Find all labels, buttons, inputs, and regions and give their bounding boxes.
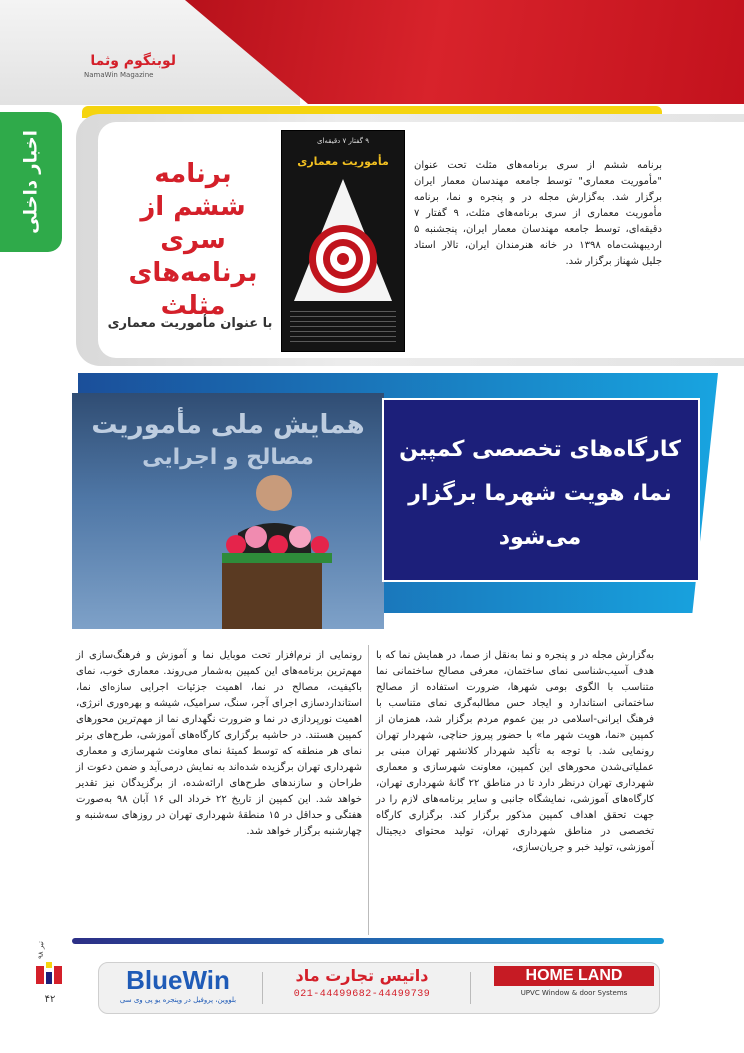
magazine-mini-logo-icon	[36, 962, 62, 988]
feature-headline: کارگاه‌های تخصصی کمپین نما، هویت شهرما برگزار می‌شود	[399, 437, 681, 550]
magazine-logo-text: لوبنگوم وثما	[90, 53, 176, 69]
homeland-logo-text: HOME LAND	[494, 966, 654, 986]
poster-target-graphic	[292, 175, 394, 305]
issue-date-text: تیر ۹۸	[37, 941, 45, 959]
event-poster	[281, 130, 405, 352]
flower-arrangement	[222, 523, 332, 563]
photo-banner-line-2: مصالح و اجرایی	[142, 445, 314, 470]
short-news-headline: برنامه ششم از سری برنامه‌های مثلث	[128, 159, 258, 321]
bluewin-logo-text: BlueWin	[126, 965, 230, 995]
section-tab	[0, 112, 62, 252]
poster-details	[290, 311, 396, 345]
ad-bluewin[interactable]	[104, 964, 252, 1008]
homeland-tagline: UPVC Window & door Systems	[520, 989, 628, 997]
short-news-body: برنامه ششم از سری برنامه‌های مثلث تحت عنوان "مأموریت معماری" توسط جامعه مهندسان معمار ایران برگزار شد. به‌گزارش مجله در و پنجره و نما، برنامه مأموریت معماری از سری برنامه‌های مثلث، ۹ گفتار ۷ دقیقه‌ای، توسط جامعه مهندسان معمار ایران، پنجشنبه ۵ اردیبهشت‌ماه ۱۳۹۸ در خانه هنرمندان ایران، تالار استاد جلیل شهناز برگزار شد.	[414, 160, 662, 267]
datis-phone: 021-44499682-44499739	[293, 989, 431, 1000]
datis-name: داتیس تجارت ماد	[295, 966, 429, 985]
ad-homeland[interactable]	[494, 966, 654, 1010]
column-divider	[368, 645, 369, 935]
article-column-right: به‌گزارش مجله در و پنجره و نما به‌نقل از صما، در همایش نما که با هدف آسیب‌شناسی نمای ساختمان، معرفی مصالح ساختمانی نما متناسب با الگوی بومی شهرها، ضرورت استفاده از مصالح ساختمانی استاندارد و ایجاد حس مطالبه‌گری نمای متناسب با فرهنگ ایرانی-اسلامی در بین عموم مردم برگزار شد، همزمان از کمپین «نما، هویت شهر ما» با حضور پیروز حناچی، شهردار تهران رونمایی شد. با توجه به تأکید شهردار کلانشهر تهران مبنی بر عملیاتی‌شدن محورهای این کمپین، معاونت شهرسازی و معماری شهرداری تهران درنظر دارد تا در مناطق ۲۲ گانهٔ شهرداری تهران، کارگاه‌های آموزشی، نمایشگاه جانبی و سایر برنامه‌های لازم را در جهت تحقق اهداف کمپین مذکور برگزار کند. برگزاری کارگاه تخصصی در مناطق شهرداری تهران، تولید محتوای دیجیتال آموزشی، تولید خبر و جریان‌سازی،	[376, 650, 654, 853]
footer-gradient-rule	[72, 938, 664, 944]
short-news-subheadline: با عنوان مأموریت معماری	[107, 316, 273, 331]
section-tab-label: اخبار داخلی	[20, 130, 42, 234]
photo-banner-line-1: همایش ملی مأموریت	[91, 410, 365, 440]
feature-photo	[72, 393, 384, 629]
poster-header: ۹ گفتار ۷ دقیقه‌ای	[316, 137, 369, 145]
article-column-left: رونمایی از نرم‌افزار تحت موبایل نما و آموزش و فرهنگ‌سازی از مهم‌ترین برنامه‌های این کمپین به‌شمار می‌روند. معماری خوب، نمای باکیفیت، مصالح در نما، اهمیت جزئیات اجرایی سازه‌ای نما، استانداردسازی اجرای آجر، سنگ، سرامیک، شیشه و بهره‌وری انرژی، اهمیت نورپردازی در نما و ضرورت نگهداری نما از مهم‌ترین محورهای کمپین هستند. در حاشیه برگزاری کارگاه‌های آموزشی، طرح‌های برتر نمای هر منطقه که توسط کمیتهٔ نمای معاونت شهرسازی و معماری شهرداری تهران برگزیده شده‌اند به نمایش درمی‌آید و ضمن دعوت از طراحان و سازندهای طرح‌های ارائه‌شده، از برگزیدگان نیز تقدیر خواهد شد. این کمپین از تاریخ ۲۲ خرداد الی ۱۶ آبان ۹۸ به‌صورت هفتگی و حداقل در ۱۵ منطقهٔ شهرداری تهران در روزهای سه‌شنبه و چهارشنبه برگزار خواهد شد.	[76, 650, 362, 837]
bluewin-tagline: بلووین، پروفیل در وپنجره یو پی وی سی	[119, 996, 237, 1004]
ad-divider	[262, 972, 263, 1004]
poster-title: مأموریت معماری	[297, 155, 389, 168]
page-number: ۴۲	[44, 994, 56, 1005]
magazine-logo	[84, 53, 176, 83]
ad-datis[interactable]	[272, 966, 452, 1010]
ad-divider	[470, 972, 471, 1004]
magazine-logo-sub: NamaWin Magazine	[84, 71, 154, 79]
speaker-podium	[222, 553, 322, 629]
